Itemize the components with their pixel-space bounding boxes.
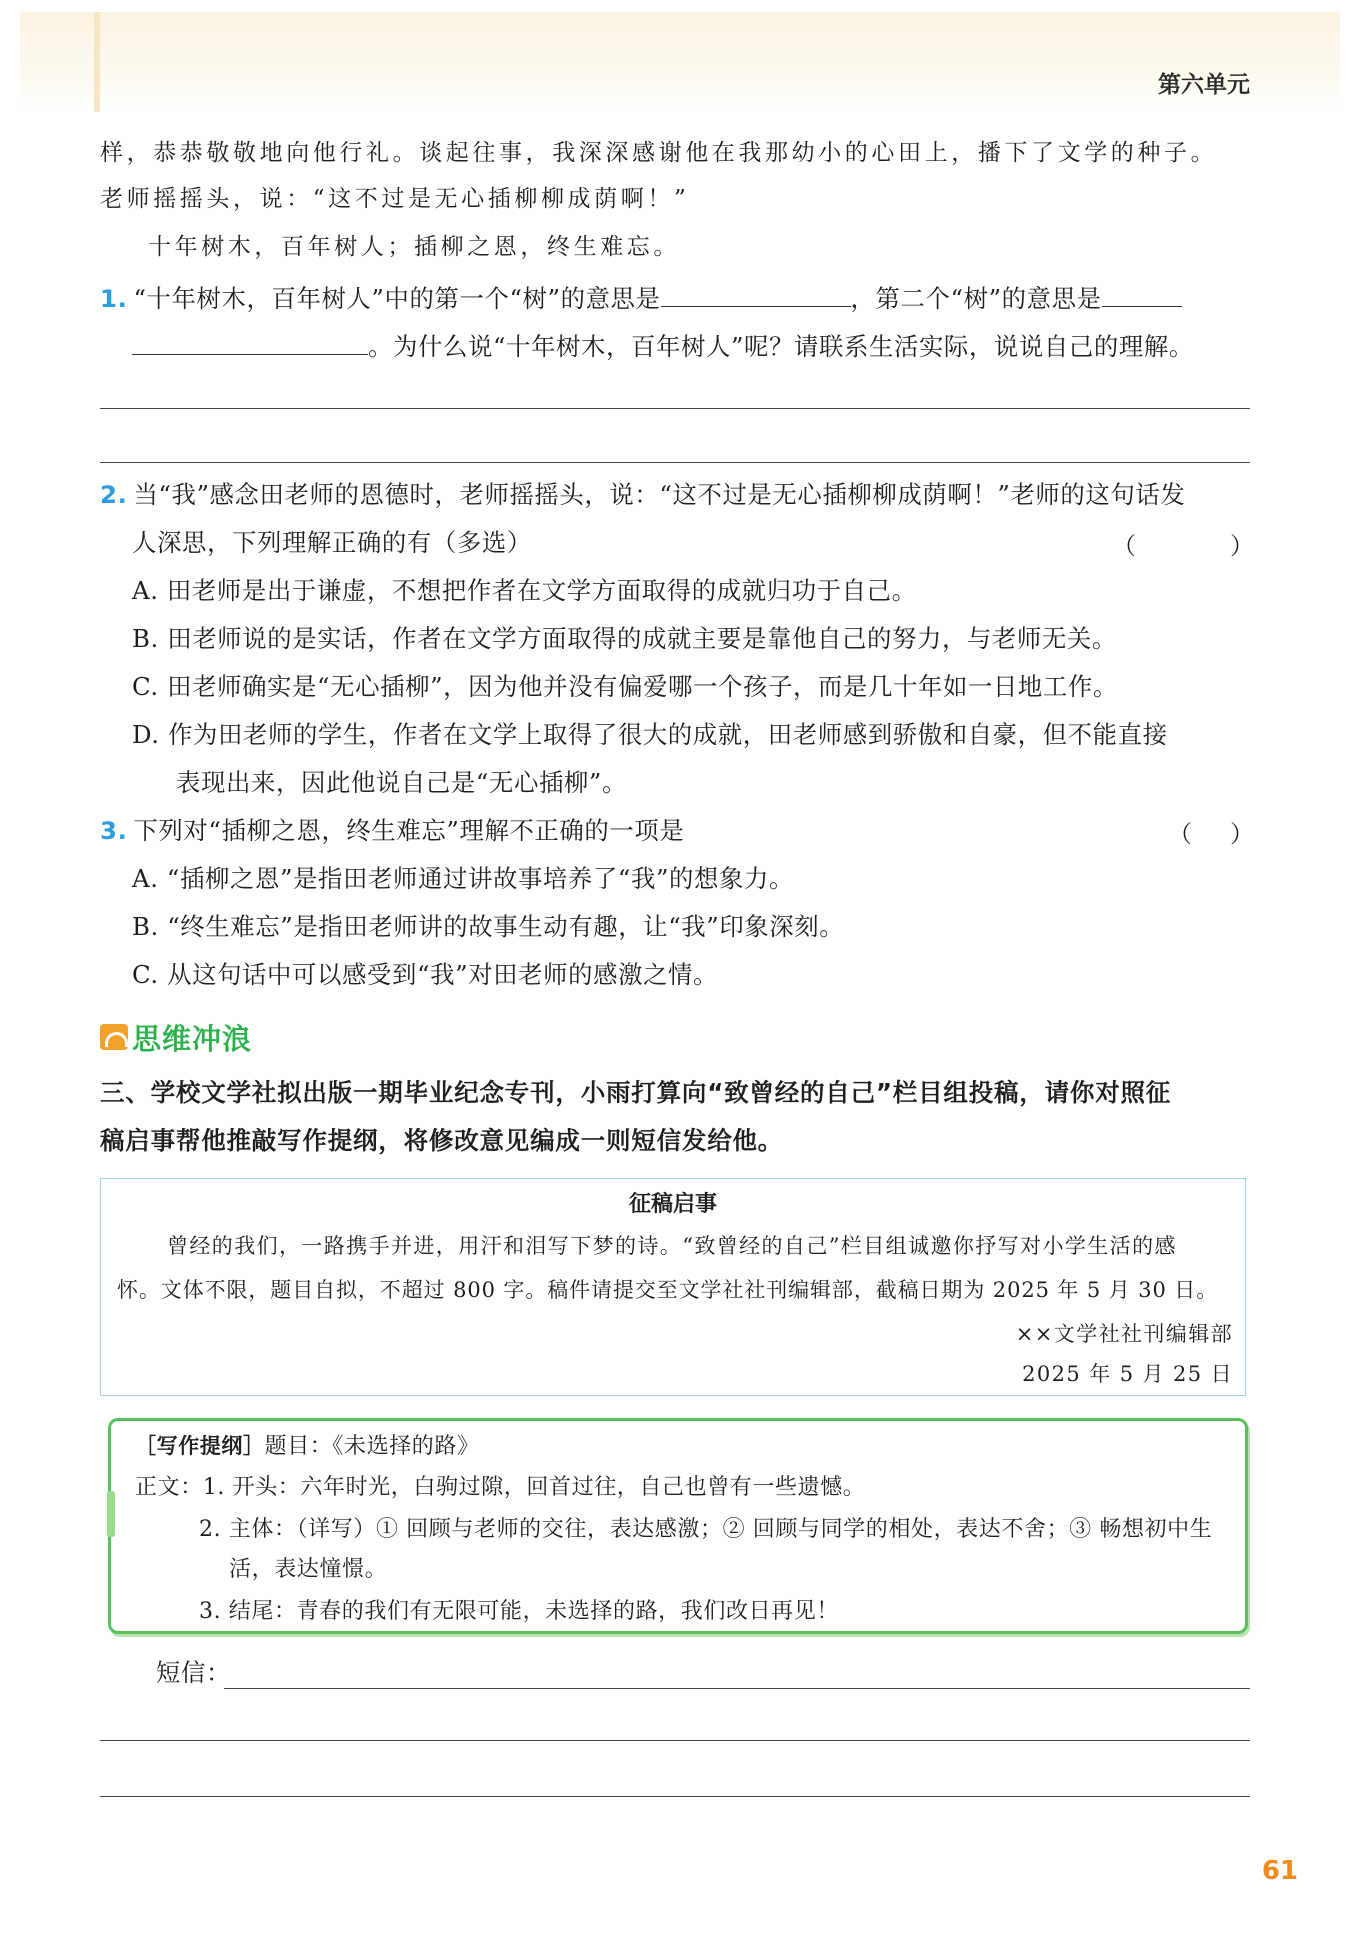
answer-box[interactable] — [1192, 816, 1228, 846]
task-3-line: 稿启事帮他推敲写作提纲，将修改意见编成一则短信发给他。 — [100, 1126, 784, 1155]
outline-header — [135, 1431, 480, 1462]
option-b: B. “终生难忘”是指田老师讲的故事生动有趣，让“我”印象深刻。 — [132, 912, 845, 941]
unit-label: 第六单元 — [1158, 72, 1250, 98]
question-text: 当“我”感念田老师的恩德时，老师摇摇头，说：“这不过是无心插柳柳成荫啊！”老师的这句话发 — [133, 480, 1186, 509]
answer-blank[interactable] — [661, 280, 851, 307]
writing-outline-box — [108, 1418, 1248, 1634]
outline-item-2: 2. 主体：（详写）① 回顾与老师的交往，表达感激；② 回顾与同学的相处，表达不舍；③ 畅想初中生 — [199, 1517, 1213, 1542]
passage-line: 十年树木，百年树人；插柳之恩，终生难忘。 — [148, 234, 680, 260]
question-number: 1. — [100, 284, 128, 313]
option-a: A. 田老师是出于谦虚，不想把作者在文学方面取得的成就归功于自己。 — [132, 576, 917, 605]
task-3-line: 三、学校文学社拟出版一期毕业纪念专刊，小雨打算向“致曾经的自己”栏目组投稿，请你对照征 — [100, 1078, 1172, 1107]
question-1 — [100, 280, 1182, 316]
notice-text: 怀。文体不限，题目自拟，不超过 800 字。稿件请提交至文学社社刊编辑部，截稿日期为 2025 年 5 月 30 日。 — [117, 1278, 1219, 1302]
answer-line[interactable] — [100, 462, 1250, 463]
answer-line[interactable] — [224, 1688, 1250, 1689]
answer-paren-open: （ — [1112, 532, 1136, 560]
header-band — [20, 12, 1340, 112]
outline-item-3: 3. 结尾：青春的我们有无限可能，未选择的路，我们改日再见！ — [199, 1599, 839, 1624]
question-text: 。为什么说“十年树木，百年树人”呢？请联系生活实际，说说自己的理解。 — [368, 332, 1194, 361]
outline-item — [135, 1473, 865, 1503]
question-text: ，第二个“树”的意思是 — [850, 284, 1102, 313]
question-text: 人深思，下列理解正确的有（多选） — [132, 528, 532, 557]
header-edge — [94, 12, 100, 112]
question-text: 下列对“插柳之恩，终生难忘”理解不正确的一项是 — [133, 816, 685, 845]
answer-paren-open: （ — [1168, 820, 1192, 848]
answer-line[interactable] — [100, 1796, 1250, 1797]
outline-item-2-cont: 活，表达憧憬。 — [229, 1557, 388, 1582]
page-number: 61 — [1261, 1856, 1298, 1886]
passage-line: 样，恭恭敬敬地向他行礼。谈起往事，我深深感谢他在我那幼小的心田上，播下了文学的种子。 — [100, 140, 1218, 166]
question-text: “十年树木，百年树人”中的第一个“树”的意思是 — [133, 284, 661, 313]
question-2 — [100, 478, 1185, 512]
option-d: D. 作为田老师的学生，作者在文学上取得了很大的成就，田老师感到骄傲和自豪，但不能直接 — [132, 720, 1168, 749]
section-header — [100, 1018, 252, 1056]
notice-text: 曾经的我们，一路携手并进，用汗和泪写下梦的诗。“致曾经的自己”栏目组诚邀你抒写对小学生活的感 — [167, 1234, 1177, 1258]
outline-item-1: 1. 开头：六年时光，白驹过隙，回首过往，自己也曾有一些遗憾。 — [202, 1475, 866, 1500]
answer-line[interactable] — [100, 408, 1250, 409]
answer-paren-close: ） — [1230, 820, 1254, 848]
answer-line[interactable] — [100, 1740, 1250, 1741]
notice-signature: ××文学社社刊编辑部 — [1015, 1322, 1233, 1346]
notice-date: 2025 年 5 月 25 日 — [1022, 1362, 1233, 1386]
passage-line: 老师摇摇头，说：“这不过是无心插柳柳成荫啊！” — [100, 186, 690, 212]
outline-label: ［写作提纲］ — [135, 1434, 265, 1458]
sms-label: 短信： — [156, 1658, 231, 1687]
outline-title: 题目：《未选择的路》 — [264, 1434, 480, 1459]
call-for-papers-box — [100, 1178, 1246, 1396]
question-number: 2. — [100, 480, 128, 509]
answer-blank[interactable] — [132, 328, 368, 355]
wave-icon — [100, 1024, 128, 1050]
option-d-cont: 表现出来，因此他说自己是“无心插柳”。 — [176, 768, 627, 797]
answer-box[interactable] — [1136, 528, 1226, 558]
answer-paren-close: ） — [1230, 532, 1254, 560]
answer-blank[interactable] — [1102, 280, 1182, 307]
option-c: C. 田老师确实是“无心插柳”，因为他并没有偏爱哪一个孩子，而是几十年如一日地工作。 — [132, 672, 1118, 701]
notice-title: 征稿启事 — [628, 1192, 717, 1217]
option-c: C. 从这句话中可以感受到“我”对田老师的感激之情。 — [132, 960, 719, 989]
question-1-cont — [132, 328, 1194, 364]
option-b: B. 田老师说的是实话，作者在文学方面取得的成就主要是靠他自己的努力，与老师无关。 — [132, 624, 1117, 653]
section-title: 思维冲浪 — [132, 1021, 253, 1056]
question-number: 3. — [100, 816, 128, 845]
option-a: A. “插柳之恩”是指田老师通过讲故事培养了“我”的想象力。 — [132, 864, 794, 893]
outline-accent — [107, 1491, 115, 1537]
outline-body-prefix: 正文： — [135, 1475, 203, 1500]
question-3 — [100, 814, 684, 848]
